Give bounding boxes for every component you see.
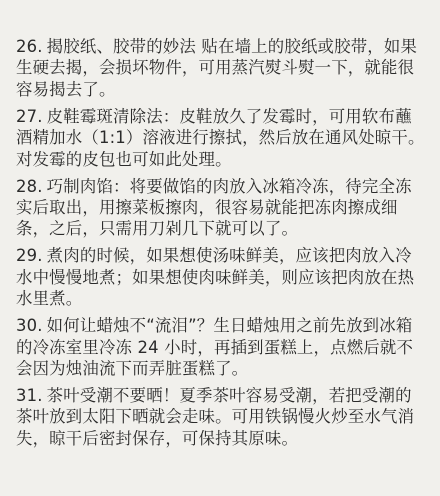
tip-text: 茶叶受潮不要晒！夏季茶叶容易受潮，若把受潮的茶叶放到太阳下晒就会走味。可用铁锅慢火炒至水气消失，晾干后密封保存，可保持其原味。	[16, 386, 415, 448]
tip-text: 煮肉的时候，如果想使汤味鲜美，应该把肉放入冷水中慢慢地煮；如果想使肉味鲜美，则应该把肉放在热水里煮。	[16, 246, 415, 309]
tip-26	[16, 36, 426, 100]
tip-31	[16, 385, 426, 449]
tip-29	[16, 245, 426, 309]
tip-number: 28.	[16, 176, 43, 196]
tip-number: 31.	[16, 386, 43, 406]
tip-number: 30.	[16, 316, 43, 336]
tip-number: 26.	[16, 37, 43, 56]
tip-text: 巧制肉馅：将要做馅的肉放入冰箱冷冻，待完全冻实后取出，用擦菜板擦肉，很容易就能把冻肉擦成细条，之后，只需用刀剁几下就可以了。	[16, 176, 412, 239]
tip-number: 29.	[16, 246, 43, 266]
tip-28	[16, 176, 426, 240]
tip-number: 27.	[16, 106, 43, 126]
tip-27	[16, 106, 426, 170]
tip-text: 揭胶纸、胶带的妙法 贴在墙上的胶纸或胶带，如果生硬去揭，会损坏物件，可用蒸汽熨斗熨一下，就能很容易揭去了。	[16, 37, 418, 99]
tip-text: 如何让蜡烛不“流泪”？生日蜡烛用之前先放到冰箱的冷冻室里冷冻 24 小时，再插到蛋糕上，点燃后就不会因为烛油流下而弄脏蛋糕了。	[16, 316, 414, 379]
tip-text: 皮鞋霉斑清除法：皮鞋放久了发霉时，可用软布蘸酒精加水（1:1）溶液进行擦拭，然后放在通风处晾干。对发霉的皮包也可如此处理。	[16, 106, 425, 169]
tip-30	[16, 315, 426, 379]
